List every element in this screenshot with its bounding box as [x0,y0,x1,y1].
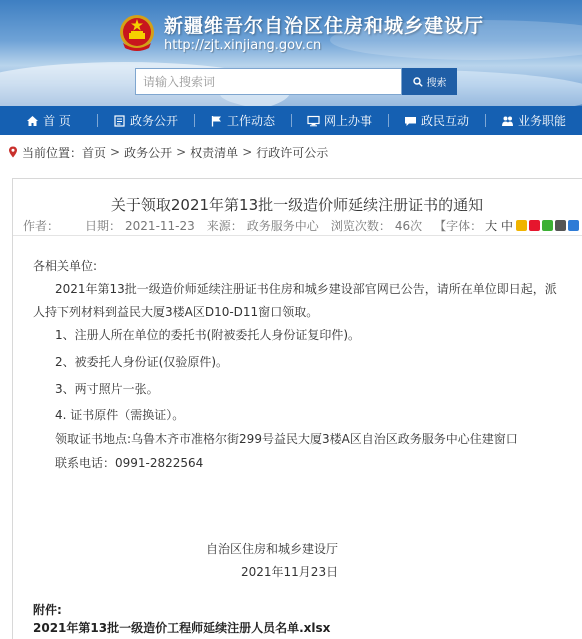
home-icon [26,115,39,127]
list-item: 3、两寸照片一张。 [55,382,159,396]
list-item: 2、被委托人身份证(仅验原件)。 [55,355,228,369]
share-close-icon[interactable] [568,220,579,231]
views-label: 浏览次数： [330,219,391,233]
national-emblem-icon[interactable] [118,13,156,53]
list-item: 1、注册人所在单位的委托书(附被委托人身份证复印件)。 [55,328,361,342]
source-label: 来源： [206,219,243,233]
article-meta [23,217,579,234]
breadcrumb-item-home[interactable]: 首页 [82,145,107,160]
attachment-label: 附件: [33,603,62,617]
flag-icon [210,115,223,127]
breadcrumb-item-government-affairs[interactable]: 政务公开 [124,145,173,160]
font-size-label: 【字体： [434,219,483,233]
font-size-options[interactable]: 大 中 [485,219,513,233]
article-title: 关于领取2021年第13批一级造价师延续注册证书的通知 [110,196,484,214]
location-pin-icon [8,146,18,158]
signature-org: 自治区住房和城乡建设厅 [206,542,339,556]
date-value: 2021-11-23 [125,218,195,233]
nav-item-public-interaction[interactable] [388,106,485,135]
site-url: http://zjt.xinjiang.gov.cn [164,38,322,53]
breadcrumb-separator: > [110,145,121,159]
nav-item-label: 网上办事 [323,114,372,128]
breadcrumb [0,135,582,169]
share-weibo-icon[interactable] [529,220,540,231]
share-qzone-icon[interactable] [516,220,527,231]
salutation: 各相关单位: [33,259,98,273]
body-paragraph: 人持下列材料到益民大厦3楼A区D10-D11窗口领取。 [33,305,319,319]
nav-item-government-affairs[interactable] [97,106,194,135]
body-paragraph: 2021年第13批一级造价师延续注册证书住房和城乡建设部官网已公告，请所在单位即日起，派 [55,282,557,296]
share-tools [516,220,579,231]
search-button-label: 搜索 [426,78,447,89]
date-label: 日期： [85,219,122,233]
attachment-file-link[interactable]: 2021年第13批一级造价工程师延续注册人员名单.xlsx [33,621,331,635]
breadcrumb-separator: > [176,145,187,159]
site-title[interactable]: 新疆维吾尔自治区住房和城乡建设厅 [164,15,485,37]
nav-item-home[interactable] [0,106,97,135]
search-icon [413,77,423,87]
nav-item-label: 政民互动 [420,114,469,128]
breadcrumb-separator: > [242,145,253,159]
signature-date: 2021年11月23日 [241,565,339,579]
main-nav [0,106,582,135]
list-item: 4. 证书原件（需换证）。 [55,408,185,422]
pickup-address: 领取证书地点:乌鲁木齐市准格尔街299号益民大厦3楼A区自治区政务服务中心住建窗口 [55,432,518,446]
author-label: 作者： [23,219,60,233]
breadcrumb-item-responsibility-list[interactable]: 权责清单 [190,145,239,160]
share-wechat-icon[interactable] [542,220,553,231]
nav-item-online-services[interactable] [291,106,388,135]
nav-item-label: 首 页 [43,114,71,128]
nav-item-business-functions[interactable] [485,106,582,135]
breadcrumb-item-administrative-permits[interactable]: 行政许可公示 [256,145,329,160]
source-value: 政务服务中心 [246,219,319,233]
views-value: 46次 [394,219,423,233]
contact-phone: 联系电话：0991-2822564 [55,456,204,470]
nav-item-label: 业务职能 [517,114,566,128]
chat-icon [404,115,417,127]
people-icon [501,115,514,127]
search-input[interactable] [135,68,402,95]
computer-icon [307,115,320,127]
site-header [0,0,582,106]
nav-item-label: 工作动态 [226,114,275,128]
document-icon [113,115,126,127]
meta-divider [13,235,582,236]
nav-item-work-news[interactable] [194,106,291,135]
nav-item-label: 政务公开 [129,114,178,128]
breadcrumb-prefix: 当前位置： [22,145,83,160]
search-button[interactable] [402,68,457,95]
article-panel [12,178,582,639]
share-print-icon[interactable] [555,220,566,231]
